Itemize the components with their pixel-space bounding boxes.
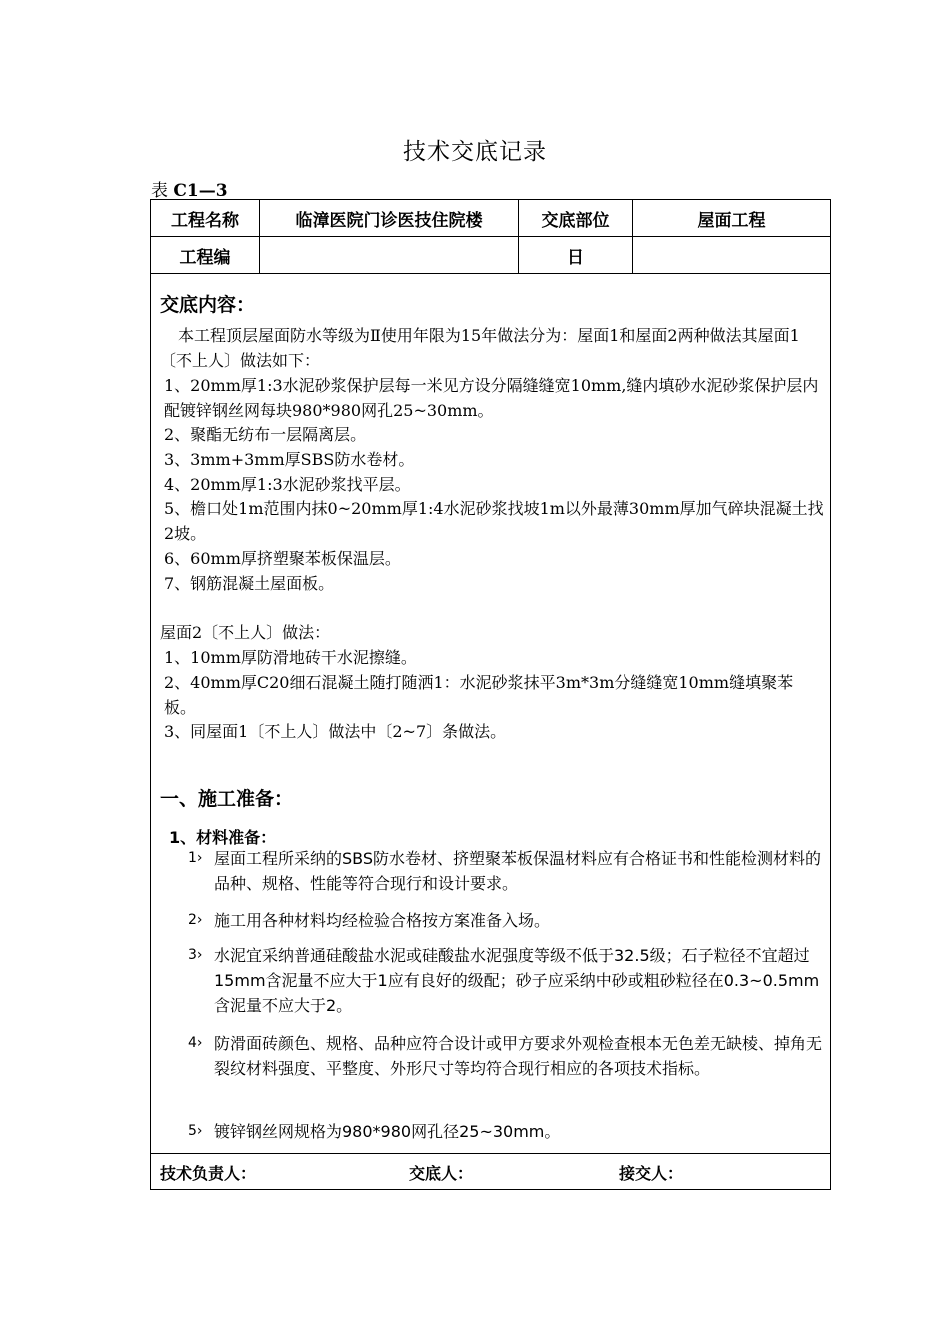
roof1-item-6: 6、60mm厚挤塑聚苯板保温层。 bbox=[164, 549, 401, 568]
tech-lead-label: 技术负责人： bbox=[160, 1164, 257, 1183]
roof1-item-5: 5、檐口处1m范围内抹0~20mm厚1:4水泥砂浆找坡1m以外最薄30mm厚加气碎块混凝土找2坡。 bbox=[164, 499, 824, 543]
handover-person-label: 交底人： bbox=[409, 1164, 474, 1183]
material-item-number: 4› bbox=[188, 1035, 203, 1051]
form-code: C1—3 bbox=[173, 181, 228, 201]
roof1-item-7: 7、钢筋混凝土屋面板。 bbox=[164, 574, 335, 593]
project-code-value[interactable] bbox=[260, 237, 519, 273]
section-1-title: 一、施工准备： bbox=[160, 788, 294, 810]
record-table bbox=[150, 199, 831, 1190]
form-prefix: 表 bbox=[151, 181, 168, 201]
roof1-item-1: 1、20mm厚1:3水泥砂浆保护层每一米见方设分隔缝缝宽10mm,缝内填砂水泥砂浆保护层内配镀锌钢丝网每块980*980网孔25~30mm。 bbox=[164, 376, 819, 420]
roof1-item-3: 3、3mm+3mm厚SBS防水卷材。 bbox=[164, 450, 415, 469]
intro-paragraph: 本工程顶层屋面防水等级为Ⅱ使用年限为15年做法分为：屋面1和屋面2两种做法其屋面1〔不上人〕做法如下： bbox=[160, 326, 800, 370]
material-item-text: 镀锌钢丝网规格为980*980网孔径25~30mm。 bbox=[214, 1122, 561, 1141]
material-item-text: 防滑面砖颜色、规格、品种应符合设计或甲方要求外观检查根本无色差无缺棱、掉角无裂纹材料强度、平整度、外形尺寸等均符合现行相应的各项技术指标。 bbox=[214, 1034, 823, 1078]
roof1-item-2: 2、聚酯无纺布一层隔离层。 bbox=[164, 425, 367, 444]
material-item-text: 施工用各种材料均经检验合格按方案准备入场。 bbox=[214, 911, 551, 930]
receiver-label: 接交人： bbox=[619, 1164, 684, 1183]
content-area bbox=[151, 274, 830, 1153]
material-item-number: 3› bbox=[188, 947, 203, 963]
roof2-item-3: 3、同屋面1〔不上人〕做法中〔2~7〕条做法。 bbox=[164, 722, 507, 741]
material-item-number: 1› bbox=[188, 850, 203, 866]
form-number bbox=[151, 176, 228, 201]
handover-part-value[interactable]: 屋面工程 bbox=[697, 210, 766, 231]
project-name-label: 工程名称 bbox=[151, 200, 260, 236]
material-item-1 bbox=[188, 846, 824, 896]
roof2-title: 屋面2〔不上人〕做法： bbox=[160, 623, 331, 642]
material-item-number: 2› bbox=[188, 912, 203, 928]
date-label: 日 bbox=[519, 237, 633, 273]
roof2-item-2: 2、40mm厚C20细石混凝土随打随洒1：水泥砂浆抹平3m*3m分缝缝宽10mm缝填聚苯板。 bbox=[164, 673, 794, 717]
header-row-1 bbox=[151, 200, 830, 237]
material-item-text: 水泥宜采纳普通硅酸盐水泥或硅酸盐水泥强度等级不低于32.5级；石子粒径不宜超过15mm含泥量不应大于1应有良好的级配；砂子应采纳中砂或粗砂粒径在0.3~0.5mm含泥量不应大于2。 bbox=[214, 946, 820, 1015]
project-code-label: 工程编 bbox=[151, 237, 260, 273]
materials-title: 1、材料准备： bbox=[169, 828, 277, 847]
roof2-item-1: 1、10mm厚防滑地砖干水泥擦缝。 bbox=[164, 648, 417, 667]
material-item-text: 屋面工程所采纳的SBS防水卷材、挤塑聚苯板保温材料应有合格证书和性能检测材料的品种、规格、性能等符合现行和设计要求。 bbox=[214, 849, 822, 893]
roof1-item-4: 4、20mm厚1:3水泥砂浆找平层。 bbox=[164, 475, 411, 494]
material-item-2 bbox=[188, 908, 824, 933]
content-heading: 交底内容： bbox=[160, 294, 256, 316]
signature-row bbox=[151, 1153, 830, 1189]
material-item-number: 5› bbox=[188, 1123, 203, 1139]
header-row-2 bbox=[151, 237, 830, 274]
handover-part-label: 交底部位 bbox=[519, 200, 633, 236]
material-item-5 bbox=[188, 1119, 824, 1144]
document-title: 技术交底记录 bbox=[403, 139, 547, 165]
material-item-4 bbox=[188, 1031, 824, 1081]
material-item-3 bbox=[188, 943, 824, 1018]
date-value[interactable] bbox=[633, 237, 830, 273]
project-name-value[interactable]: 临漳医院门诊医技住院楼 bbox=[260, 200, 519, 236]
